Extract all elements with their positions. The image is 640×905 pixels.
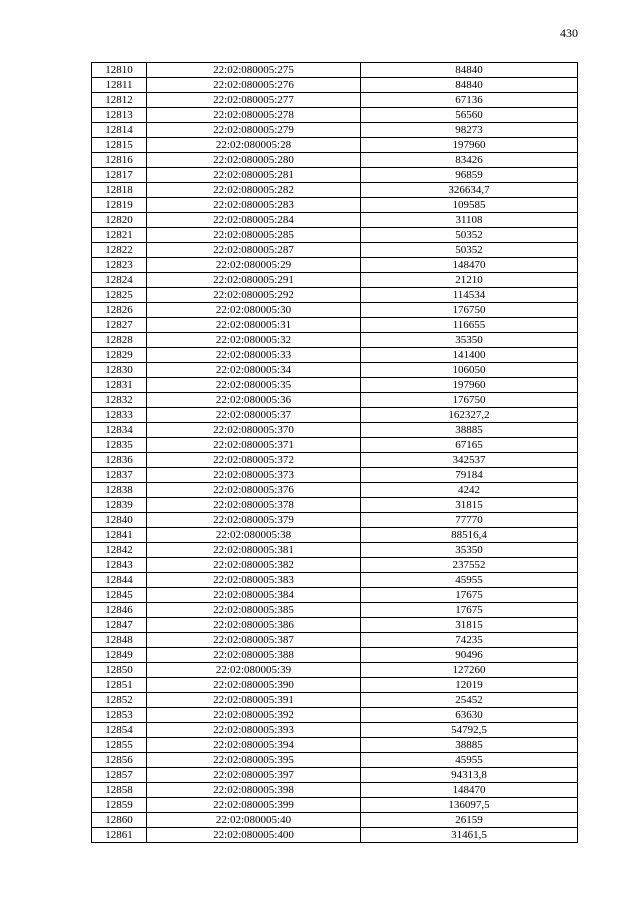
table-row — [92, 393, 578, 408]
value-cell: 38885 — [361, 738, 578, 753]
row-number-cell: 12854 — [92, 723, 147, 738]
row-number-cell: 12836 — [92, 453, 147, 468]
cadastral-number-cell: 22:02:080005:285 — [147, 228, 361, 243]
table-row — [92, 438, 578, 453]
value-cell: 106050 — [361, 363, 578, 378]
table-row — [92, 228, 578, 243]
row-number-cell: 12825 — [92, 288, 147, 303]
table-row — [92, 603, 578, 618]
value-cell: 31815 — [361, 498, 578, 513]
table-row — [92, 483, 578, 498]
cadastral-number-cell: 22:02:080005:292 — [147, 288, 361, 303]
value-cell: 77770 — [361, 513, 578, 528]
table-row — [92, 93, 578, 108]
cadastral-number-cell: 22:02:080005:40 — [147, 813, 361, 828]
table-row — [92, 678, 578, 693]
cadastral-number-cell: 22:02:080005:373 — [147, 468, 361, 483]
cadastral-number-cell: 22:02:080005:382 — [147, 558, 361, 573]
value-cell: 31108 — [361, 213, 578, 228]
value-cell: 136097,5 — [361, 798, 578, 813]
table-row — [92, 303, 578, 318]
table-row — [92, 318, 578, 333]
table-row — [92, 183, 578, 198]
cadastral-number-cell: 22:02:080005:378 — [147, 498, 361, 513]
value-cell: 148470 — [361, 783, 578, 798]
cadastral-number-cell: 22:02:080005:385 — [147, 603, 361, 618]
cadastral-number-cell: 22:02:080005:37 — [147, 408, 361, 423]
value-cell: 67165 — [361, 438, 578, 453]
row-number-cell: 12853 — [92, 708, 147, 723]
row-number-cell: 12832 — [92, 393, 147, 408]
value-cell: 342537 — [361, 453, 578, 468]
cadastral-number-cell: 22:02:080005:392 — [147, 708, 361, 723]
row-number-cell: 12820 — [92, 213, 147, 228]
row-number-cell: 12813 — [92, 108, 147, 123]
cadastral-number-cell: 22:02:080005:282 — [147, 183, 361, 198]
table-row — [92, 648, 578, 663]
cadastral-number-cell: 22:02:080005:276 — [147, 78, 361, 93]
table-row — [92, 273, 578, 288]
row-number-cell: 12838 — [92, 483, 147, 498]
row-number-cell: 12859 — [92, 798, 147, 813]
table-row — [92, 288, 578, 303]
row-number-cell: 12822 — [92, 243, 147, 258]
cadastral-number-cell: 22:02:080005:38 — [147, 528, 361, 543]
cadastral-number-cell: 22:02:080005:370 — [147, 423, 361, 438]
table-row — [92, 258, 578, 273]
row-number-cell: 12831 — [92, 378, 147, 393]
cadastral-number-cell: 22:02:080005:400 — [147, 828, 361, 843]
cadastral-number-cell: 22:02:080005:34 — [147, 363, 361, 378]
cadastral-number-cell: 22:02:080005:372 — [147, 453, 361, 468]
value-cell: 141400 — [361, 348, 578, 363]
row-number-cell: 12829 — [92, 348, 147, 363]
table-row — [92, 198, 578, 213]
table-row — [92, 543, 578, 558]
cadastral-number-cell: 22:02:080005:383 — [147, 573, 361, 588]
row-number-cell: 12842 — [92, 543, 147, 558]
cadastral-number-cell: 22:02:080005:381 — [147, 543, 361, 558]
value-cell: 197960 — [361, 378, 578, 393]
value-cell: 17675 — [361, 588, 578, 603]
table-row — [92, 528, 578, 543]
value-cell: 50352 — [361, 243, 578, 258]
table-row — [92, 498, 578, 513]
table-row — [92, 138, 578, 153]
row-number-cell: 12814 — [92, 123, 147, 138]
row-number-cell: 12833 — [92, 408, 147, 423]
cadastral-value-table — [91, 62, 578, 843]
row-number-cell: 12817 — [92, 168, 147, 183]
row-number-cell: 12826 — [92, 303, 147, 318]
row-number-cell: 12849 — [92, 648, 147, 663]
table-row — [92, 348, 578, 363]
value-cell: 35350 — [361, 333, 578, 348]
table-row — [92, 408, 578, 423]
row-number-cell: 12855 — [92, 738, 147, 753]
cadastral-number-cell: 22:02:080005:387 — [147, 633, 361, 648]
table-row — [92, 108, 578, 123]
table-row — [92, 813, 578, 828]
table-row — [92, 378, 578, 393]
cadastral-number-cell: 22:02:080005:30 — [147, 303, 361, 318]
row-number-cell: 12834 — [92, 423, 147, 438]
value-cell: 4242 — [361, 483, 578, 498]
row-number-cell: 12837 — [92, 468, 147, 483]
value-cell: 50352 — [361, 228, 578, 243]
table-row — [92, 573, 578, 588]
cadastral-number-cell: 22:02:080005:386 — [147, 618, 361, 633]
row-number-cell: 12810 — [92, 63, 147, 78]
value-cell: 45955 — [361, 573, 578, 588]
table-row — [92, 243, 578, 258]
value-cell: 26159 — [361, 813, 578, 828]
cadastral-number-cell: 22:02:080005:275 — [147, 63, 361, 78]
row-number-cell: 12858 — [92, 783, 147, 798]
cadastral-number-cell: 22:02:080005:376 — [147, 483, 361, 498]
cadastral-number-cell: 22:02:080005:278 — [147, 108, 361, 123]
cadastral-number-cell: 22:02:080005:277 — [147, 93, 361, 108]
table-row — [92, 663, 578, 678]
cadastral-number-cell: 22:02:080005:287 — [147, 243, 361, 258]
value-cell: 109585 — [361, 198, 578, 213]
value-cell: 35350 — [361, 543, 578, 558]
row-number-cell: 12844 — [92, 573, 147, 588]
cadastral-number-cell: 22:02:080005:280 — [147, 153, 361, 168]
value-cell: 79184 — [361, 468, 578, 483]
table-row — [92, 213, 578, 228]
table-row — [92, 783, 578, 798]
row-number-cell: 12818 — [92, 183, 147, 198]
page-number: 430 — [560, 26, 578, 40]
value-cell: 31815 — [361, 618, 578, 633]
table-row — [92, 723, 578, 738]
cadastral-number-cell: 22:02:080005:31 — [147, 318, 361, 333]
cadastral-number-cell: 22:02:080005:394 — [147, 738, 361, 753]
value-cell: 83426 — [361, 153, 578, 168]
table-row — [92, 78, 578, 93]
row-number-cell: 12860 — [92, 813, 147, 828]
cadastral-number-cell: 22:02:080005:283 — [147, 198, 361, 213]
table-row — [92, 798, 578, 813]
cadastral-number-cell: 22:02:080005:32 — [147, 333, 361, 348]
cadastral-number-cell: 22:02:080005:398 — [147, 783, 361, 798]
cadastral-number-cell: 22:02:080005:390 — [147, 678, 361, 693]
value-cell: 67136 — [361, 93, 578, 108]
row-number-cell: 12811 — [92, 78, 147, 93]
value-cell: 114534 — [361, 288, 578, 303]
cadastral-number-cell: 22:02:080005:391 — [147, 693, 361, 708]
table-row — [92, 468, 578, 483]
row-number-cell: 12830 — [92, 363, 147, 378]
cadastral-number-cell: 22:02:080005:28 — [147, 138, 361, 153]
row-number-cell: 12840 — [92, 513, 147, 528]
row-number-cell: 12851 — [92, 678, 147, 693]
row-number-cell: 12815 — [92, 138, 147, 153]
table-row — [92, 63, 578, 78]
row-number-cell: 12841 — [92, 528, 147, 543]
row-number-cell: 12821 — [92, 228, 147, 243]
row-number-cell: 12823 — [92, 258, 147, 273]
value-cell: 176750 — [361, 303, 578, 318]
value-cell: 116655 — [361, 318, 578, 333]
row-number-cell: 12827 — [92, 318, 147, 333]
row-number-cell: 12847 — [92, 618, 147, 633]
table-row — [92, 588, 578, 603]
row-number-cell: 12856 — [92, 753, 147, 768]
value-cell: 96859 — [361, 168, 578, 183]
cadastral-number-cell: 22:02:080005:35 — [147, 378, 361, 393]
cadastral-number-cell: 22:02:080005:39 — [147, 663, 361, 678]
cadastral-number-cell: 22:02:080005:281 — [147, 168, 361, 183]
table-row — [92, 168, 578, 183]
value-cell: 17675 — [361, 603, 578, 618]
cadastral-number-cell: 22:02:080005:388 — [147, 648, 361, 663]
row-number-cell: 12828 — [92, 333, 147, 348]
value-cell: 45955 — [361, 753, 578, 768]
value-cell: 56560 — [361, 108, 578, 123]
value-cell: 84840 — [361, 63, 578, 78]
row-number-cell: 12839 — [92, 498, 147, 513]
row-number-cell: 12846 — [92, 603, 147, 618]
table-row — [92, 753, 578, 768]
value-cell: 54792,5 — [361, 723, 578, 738]
value-cell: 197960 — [361, 138, 578, 153]
table-row — [92, 453, 578, 468]
cadastral-number-cell: 22:02:080005:397 — [147, 768, 361, 783]
row-number-cell: 12824 — [92, 273, 147, 288]
table-row — [92, 828, 578, 843]
cadastral-number-cell: 22:02:080005:279 — [147, 123, 361, 138]
row-number-cell: 12812 — [92, 93, 147, 108]
value-cell: 148470 — [361, 258, 578, 273]
table-row — [92, 153, 578, 168]
value-cell: 326634,7 — [361, 183, 578, 198]
table-body — [92, 63, 578, 843]
row-number-cell: 12848 — [92, 633, 147, 648]
value-cell: 38885 — [361, 423, 578, 438]
value-cell: 94313,8 — [361, 768, 578, 783]
value-cell: 21210 — [361, 273, 578, 288]
cadastral-number-cell: 22:02:080005:36 — [147, 393, 361, 408]
row-number-cell: 12819 — [92, 198, 147, 213]
value-cell: 25452 — [361, 693, 578, 708]
value-cell: 88516,4 — [361, 528, 578, 543]
cadastral-number-cell: 22:02:080005:399 — [147, 798, 361, 813]
table-row — [92, 513, 578, 528]
row-number-cell: 12852 — [92, 693, 147, 708]
value-cell: 162327,2 — [361, 408, 578, 423]
row-number-cell: 12843 — [92, 558, 147, 573]
value-cell: 127260 — [361, 663, 578, 678]
table-row — [92, 738, 578, 753]
row-number-cell: 12850 — [92, 663, 147, 678]
cadastral-number-cell: 22:02:080005:395 — [147, 753, 361, 768]
table-row — [92, 558, 578, 573]
row-number-cell: 12861 — [92, 828, 147, 843]
value-cell: 90496 — [361, 648, 578, 663]
table-row — [92, 693, 578, 708]
value-cell: 84840 — [361, 78, 578, 93]
table-row — [92, 363, 578, 378]
cadastral-number-cell: 22:02:080005:371 — [147, 438, 361, 453]
table-row — [92, 123, 578, 138]
cadastral-number-cell: 22:02:080005:29 — [147, 258, 361, 273]
row-number-cell: 12857 — [92, 768, 147, 783]
value-cell: 63630 — [361, 708, 578, 723]
row-number-cell: 12816 — [92, 153, 147, 168]
table-row — [92, 768, 578, 783]
value-cell: 31461,5 — [361, 828, 578, 843]
cadastral-number-cell: 22:02:080005:393 — [147, 723, 361, 738]
table-row — [92, 423, 578, 438]
value-cell: 176750 — [361, 393, 578, 408]
table-row — [92, 618, 578, 633]
value-cell: 74235 — [361, 633, 578, 648]
table-row — [92, 333, 578, 348]
table-row — [92, 633, 578, 648]
cadastral-number-cell: 22:02:080005:379 — [147, 513, 361, 528]
value-cell: 12019 — [361, 678, 578, 693]
cadastral-number-cell: 22:02:080005:384 — [147, 588, 361, 603]
value-cell: 98273 — [361, 123, 578, 138]
row-number-cell: 12835 — [92, 438, 147, 453]
cadastral-number-cell: 22:02:080005:33 — [147, 348, 361, 363]
row-number-cell: 12845 — [92, 588, 147, 603]
cadastral-number-cell: 22:02:080005:284 — [147, 213, 361, 228]
table-row — [92, 708, 578, 723]
cadastral-number-cell: 22:02:080005:291 — [147, 273, 361, 288]
value-cell: 237552 — [361, 558, 578, 573]
